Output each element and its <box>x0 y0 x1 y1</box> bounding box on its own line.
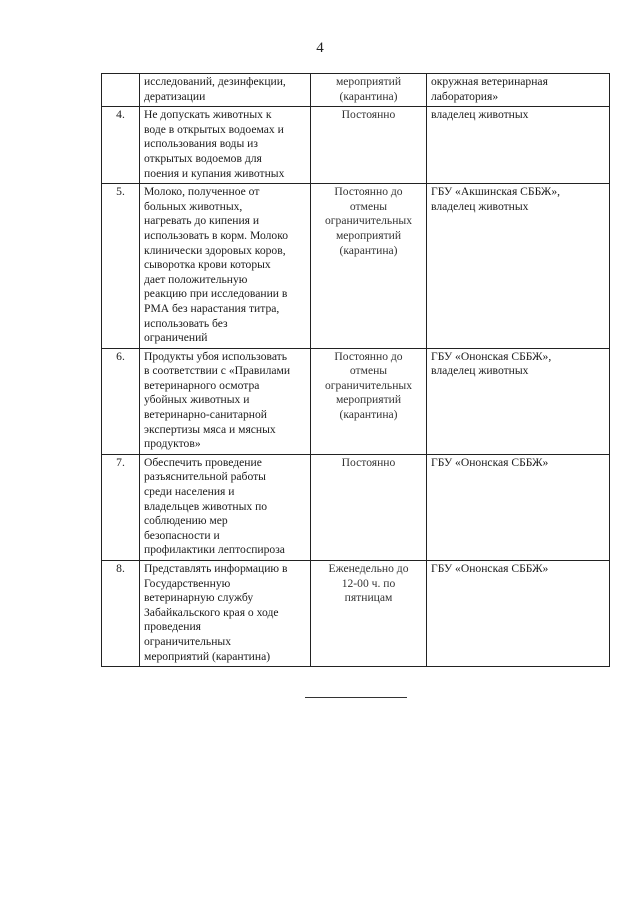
row-number: 8. <box>102 561 140 667</box>
term-cell: Постоянно <box>311 454 427 560</box>
row-number: 4. <box>102 107 140 184</box>
table-row <box>102 74 610 107</box>
responsible-cell: ГБУ «Ононская СББЖ» <box>427 561 610 667</box>
row-number: 6. <box>102 348 140 454</box>
term-cell: Постоянно до отмены ограничительных мероприятий (карантина) <box>311 348 427 454</box>
measure-cell: Молоко, полученное от больных животных, нагревать до кипения и использовать в корм. Молоко клинически здоровых коров, сыворотка крови которых дает положительную реакцию при исследовании в РМА без нарастания титра, использовать без ограничений <box>140 184 311 349</box>
row-number: 7. <box>102 454 140 560</box>
row-number: 5. <box>102 184 140 349</box>
term-cell: Еженедельно до 12-00 ч. по пятницам <box>311 561 427 667</box>
term-cell: Постоянно <box>311 107 427 184</box>
page-number: 4 <box>316 40 324 56</box>
measure-cell: исследований, дезинфекции, дератизации <box>140 74 311 107</box>
responsible-cell: ГБУ «Ононская СББЖ» <box>427 454 610 560</box>
measures-table <box>101 73 610 667</box>
term-cell: Постоянно до отмены ограничительных мероприятий (карантина) <box>311 184 427 349</box>
end-separator-line <box>305 697 407 698</box>
responsible-cell: ГБУ «Акшинская СББЖ», владелец животных <box>427 184 610 349</box>
measure-cell: Обеспечить проведение разъяснительной работы среди населения и владельцев животных по соблюдению мер безопасности и профилактики лептоспироза <box>140 454 311 560</box>
responsible-cell: владелец животных <box>427 107 610 184</box>
table-row <box>102 107 610 184</box>
table-row <box>102 184 610 349</box>
table-row <box>102 561 610 667</box>
measure-cell: Представлять информацию в Государственную ветеринарную службу Забайкальского края о ходе проведения ограничительных мероприятий (карантина) <box>140 561 311 667</box>
term-cell: мероприятий (карантина) <box>311 74 427 107</box>
measure-cell: Не допускать животных к воде в открытых водоемах и использования воды из открытых водоемов для поения и купания животных <box>140 107 311 184</box>
table-row <box>102 348 610 454</box>
responsible-cell: окружная ветеринарная лаборатория» <box>427 74 610 107</box>
table-row <box>102 454 610 560</box>
measure-cell: Продукты убоя использовать в соответствии с «Правилами ветеринарного осмотра убойных животных и ветеринарно-санитарной экспертизы мяса и мясных продуктов» <box>140 348 311 454</box>
responsible-cell: ГБУ «Ононская СББЖ», владелец животных <box>427 348 610 454</box>
row-number <box>102 74 140 107</box>
